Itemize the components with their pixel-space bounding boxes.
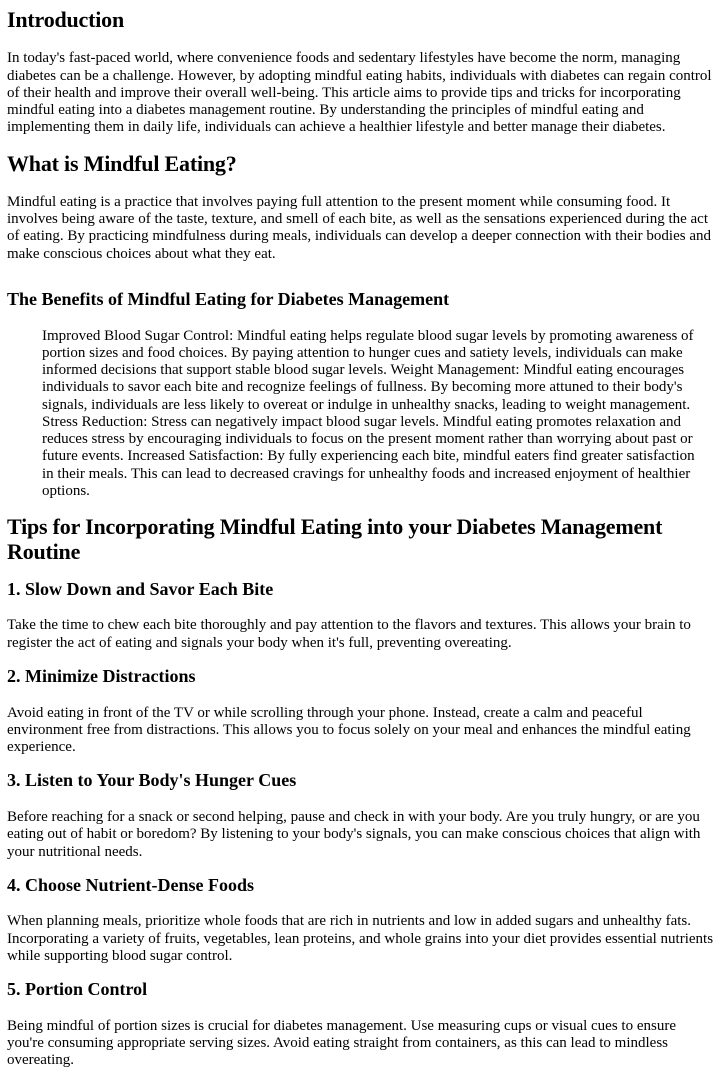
heading-tip-3: 3. Listen to Your Body's Hunger Cues [7, 770, 297, 791]
paragraph-what-is-mindful-eating: Mindful eating is a practice that involves paying full attention to the present moment while consuming food. It involves being aware of the taste, texture, and smell of each bite, as well as the sensations experienced during the act of eating. By practicing mindfulness during meals, individuals can develop a deeper connection with their bodies and make conscious choices about what they eat. [7, 193, 711, 262]
heading-tip-2: 2. Minimize Distractions [7, 665, 196, 686]
heading-tip-4: 4. Choose Nutrient-Dense Foods [7, 874, 254, 895]
heading-tip-1: 1. Slow Down and Savor Each Bite [7, 578, 274, 599]
blockquote-benefits: Improved Blood Sugar Control: Mindful eating helps regulate blood sugar levels by promoting awareness of portion sizes and food choices. By paying attention to hunger cues and satiety levels, individuals can make informed decisions that support stable blood sugar levels. Weight Management: Mindful eating encourages individuals to savor each bite and recognize feelings of fullness. By becoming more attuned to their body's signals, individuals are less likely to overeat or indulge in unhealthy snacks, leading to weight management. Stress Reduction: Stress can negatively impact blood sugar levels. Mindful eating promotes relaxation and reduces stress by encouraging individuals to focus on the present moment rather than worrying about past or future events. Increased Satisfaction: By fully experiencing each bite, mindful eaters find greater satisfaction in their meals. This can lead to decreased cravings for unhealthy foods and increased enjoyment of healthier options. [42, 327, 695, 499]
heading-tip-5: 5. Portion Control [7, 979, 148, 1000]
paragraph-tip-3: Before reaching for a snack or second helping, pause and check in with your body. Are you truly hungry, or are you eating out of habit or boredom? By listening to your body's signals, you can make conscious choices that align with your nutritional needs. [7, 809, 701, 860]
paragraph-introduction: In today's fast-paced world, where convenience foods and sedentary lifestyles have become the norm, managing diabetes can be a challenge. However, by adopting mindful eating habits, individuals with diabetes can regain control of their health and improve their overall well-being. This article aims to provide tips and tricks for incorporating mindful eating into a diabetes management routine. By understanding the principles of mindful eating and implementing them in daily life, individuals can achieve a healthier lifestyle and better manage their diabetes. [7, 50, 712, 136]
paragraph-tip-4: When planning meals, prioritize whole foods that are rich in nutrients and low in added sugars and unhealthy fats. Incorporating a variety of fruits, vegetables, lean proteins, and whole grains into your diet provides essential nutrients while supporting blood sugar control. [7, 913, 714, 964]
heading-benefits: The Benefits of Mindful Eating for Diabetes Management [7, 288, 450, 309]
heading-tips: Tips for Incorporating Mindful Eating into your Diabetes Management Routine [7, 514, 663, 565]
paragraph-tip-1: Take the time to chew each bite thoroughly and pay attention to the flavors and textures. This allows your brain to register the act of eating and signals your body when it's full, preventing overeating. [7, 617, 691, 651]
paragraph-tip-5: Being mindful of portion sizes is crucial for diabetes management. Use measuring cups or visual cues to ensure you're consuming appropriate serving sizes. Avoid eating straight from containers, as this can lead to mindless overeating. [7, 1017, 676, 1069]
heading-introduction: Introduction [7, 7, 124, 32]
paragraph-tip-2: Avoid eating in front of the TV or while scrolling through your phone. Instead, create a calm and peaceful environment free from distractions. This allows you to focus solely on your meal and enhances the mindful eating experience. [7, 704, 691, 756]
heading-what-is-mindful-eating: What is Mindful Eating? [7, 150, 237, 176]
